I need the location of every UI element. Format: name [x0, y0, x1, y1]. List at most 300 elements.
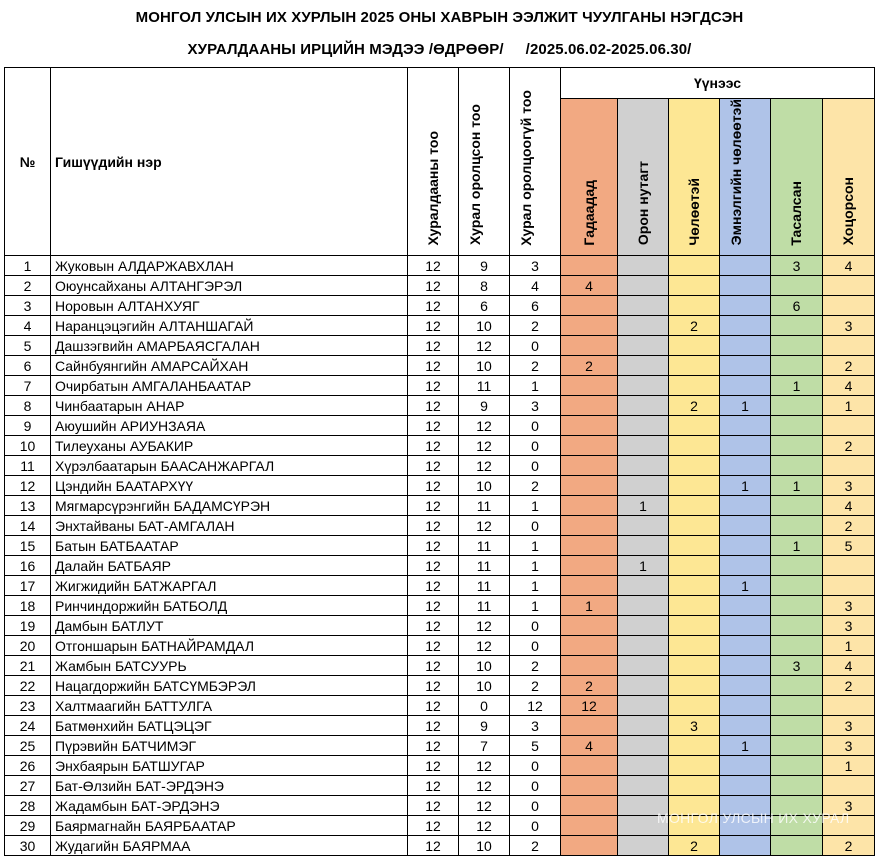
late-count — [823, 276, 875, 296]
absent-count: 3 — [510, 716, 561, 736]
sessions-count: 12 — [408, 256, 459, 276]
absent-count: 0 — [510, 416, 561, 436]
late-count — [823, 696, 875, 716]
attended-count: 10 — [459, 836, 510, 856]
header-no: № — [5, 68, 51, 256]
header-sessions — [408, 68, 459, 256]
row-number: 9 — [5, 416, 51, 436]
member-name: Хүрэлбаатарын БААСАНЖАРГАЛ — [51, 456, 408, 476]
attended-count: 12 — [459, 816, 510, 836]
sick-leave-count — [720, 536, 771, 556]
row-number: 22 — [5, 676, 51, 696]
abroad-count — [561, 516, 618, 536]
abroad-count — [561, 756, 618, 776]
absent-count: 6 — [510, 296, 561, 316]
local-count — [618, 576, 669, 596]
sick-leave-count — [720, 256, 771, 276]
leave-count — [669, 496, 720, 516]
local-count — [618, 256, 669, 276]
table-row — [5, 296, 875, 316]
row-number: 28 — [5, 796, 51, 816]
row-number: 18 — [5, 596, 51, 616]
header-absent-label: Хурал оролцоогүй тоо — [518, 89, 534, 246]
late-count: 4 — [823, 256, 875, 276]
local-count — [618, 776, 669, 796]
local-count — [618, 516, 669, 536]
table-body — [5, 256, 875, 856]
attended-count: 12 — [459, 336, 510, 356]
sessions-count: 12 — [408, 376, 459, 396]
member-name: Ринчиндоржийн БАТБОЛД — [51, 596, 408, 616]
header-missed — [771, 99, 823, 256]
row-number: 7 — [5, 376, 51, 396]
table-row — [5, 736, 875, 756]
attended-count: 8 — [459, 276, 510, 296]
leave-count — [669, 736, 720, 756]
row-number: 21 — [5, 656, 51, 676]
local-count — [618, 316, 669, 336]
attended-count: 7 — [459, 736, 510, 756]
table-row — [5, 676, 875, 696]
local-count — [618, 756, 669, 776]
sick-leave-count — [720, 316, 771, 336]
leave-count — [669, 476, 720, 496]
sick-leave-count: 1 — [720, 576, 771, 596]
sessions-count: 12 — [408, 696, 459, 716]
row-number: 27 — [5, 776, 51, 796]
member-name: Отгоншарын БАТНАЙРАМДАЛ — [51, 636, 408, 656]
local-count — [618, 476, 669, 496]
attended-count: 0 — [459, 696, 510, 716]
sessions-count: 12 — [408, 776, 459, 796]
row-number: 30 — [5, 836, 51, 856]
abroad-count: 4 — [561, 736, 618, 756]
absent-count: 2 — [510, 476, 561, 496]
row-number: 23 — [5, 696, 51, 716]
local-count — [618, 636, 669, 656]
attendance-table — [4, 67, 875, 856]
leave-count — [669, 596, 720, 616]
member-name: Жамбын БАТСУУРЬ — [51, 656, 408, 676]
absent-count: 0 — [510, 616, 561, 636]
sessions-count: 12 — [408, 456, 459, 476]
leave-count — [669, 516, 720, 536]
missed-count — [771, 636, 823, 656]
member-name: Энхтайваны БАТ-АМГАЛАН — [51, 516, 408, 536]
row-number: 17 — [5, 576, 51, 596]
sick-leave-count — [720, 756, 771, 776]
member-name: Баярмагнайн БАЯРБААТАР — [51, 816, 408, 836]
member-name: Жудагийн БАЯРМАА — [51, 836, 408, 856]
missed-count: 6 — [771, 296, 823, 316]
sick-leave-count — [720, 436, 771, 456]
row-number: 10 — [5, 436, 51, 456]
attended-count: 12 — [459, 776, 510, 796]
leave-count — [669, 376, 720, 396]
sessions-count: 12 — [408, 436, 459, 456]
absent-count: 0 — [510, 456, 561, 476]
header-sick-leave — [720, 99, 771, 256]
absent-count: 1 — [510, 576, 561, 596]
member-name: Халтмаагийн БАТТУЛГА — [51, 696, 408, 716]
late-count — [823, 456, 875, 476]
missed-count — [771, 836, 823, 856]
header-row-top — [5, 68, 875, 99]
leave-count — [669, 536, 720, 556]
absent-count: 3 — [510, 256, 561, 276]
table-row — [5, 356, 875, 376]
table-row — [5, 336, 875, 356]
sick-leave-count — [720, 836, 771, 856]
sessions-count: 12 — [408, 816, 459, 836]
abroad-count — [561, 656, 618, 676]
sessions-count: 12 — [408, 476, 459, 496]
row-number: 4 — [5, 316, 51, 336]
table-row — [5, 556, 875, 576]
row-number: 13 — [5, 496, 51, 516]
absent-count: 1 — [510, 556, 561, 576]
table-row — [5, 776, 875, 796]
header-sick-leave-label: Эмнэлгийн чөлөөтэй — [728, 99, 744, 246]
late-count — [823, 776, 875, 796]
absent-count: 0 — [510, 796, 561, 816]
sick-leave-count — [720, 596, 771, 616]
row-number: 26 — [5, 756, 51, 776]
table-row — [5, 616, 875, 636]
late-count — [823, 576, 875, 596]
missed-count — [771, 336, 823, 356]
table-row — [5, 656, 875, 676]
sessions-count: 12 — [408, 496, 459, 516]
missed-count — [771, 736, 823, 756]
abroad-count — [561, 496, 618, 516]
abroad-count — [561, 376, 618, 396]
row-number: 1 — [5, 256, 51, 276]
member-name: Дамбын БАТЛУТ — [51, 616, 408, 636]
missed-count — [771, 516, 823, 536]
header-abroad — [561, 99, 618, 256]
attended-count: 10 — [459, 656, 510, 676]
attended-count: 12 — [459, 756, 510, 776]
local-count — [618, 356, 669, 376]
member-name: Мягмарсүрэнгийн БАДАМСҮРЭН — [51, 496, 408, 516]
missed-count: 1 — [771, 536, 823, 556]
absent-count: 1 — [510, 376, 561, 396]
missed-count — [771, 316, 823, 336]
leave-count — [669, 456, 720, 476]
local-count — [618, 296, 669, 316]
abroad-count — [561, 776, 618, 796]
abroad-count — [561, 436, 618, 456]
attended-count: 12 — [459, 796, 510, 816]
table-row — [5, 576, 875, 596]
abroad-count — [561, 636, 618, 656]
member-name: Пүрэвийн БАТЧИМЭГ — [51, 736, 408, 756]
absent-count: 0 — [510, 756, 561, 776]
absent-count: 2 — [510, 656, 561, 676]
leave-count — [669, 696, 720, 716]
sick-leave-count — [720, 696, 771, 716]
leave-count — [669, 676, 720, 696]
missed-count — [771, 596, 823, 616]
missed-count — [771, 756, 823, 776]
sessions-count: 12 — [408, 736, 459, 756]
missed-count — [771, 616, 823, 636]
abroad-count: 4 — [561, 276, 618, 296]
attended-count: 12 — [459, 616, 510, 636]
member-name: Батын БАТБААТАР — [51, 536, 408, 556]
absent-count: 2 — [510, 836, 561, 856]
missed-count: 1 — [771, 476, 823, 496]
header-reason-group: Үүнээс — [561, 68, 875, 99]
local-count — [618, 596, 669, 616]
sessions-count: 12 — [408, 756, 459, 776]
leave-count — [669, 416, 720, 436]
attended-count: 10 — [459, 316, 510, 336]
abroad-count — [561, 616, 618, 636]
leave-count: 3 — [669, 716, 720, 736]
late-count: 2 — [823, 516, 875, 536]
table-row — [5, 476, 875, 496]
table-row — [5, 456, 875, 476]
member-name: Чинбаатарын АНАР — [51, 396, 408, 416]
member-name: Сайнбуянгийн АМАРСАЙХАН — [51, 356, 408, 376]
table-row — [5, 836, 875, 856]
attended-count: 10 — [459, 676, 510, 696]
abroad-count — [561, 456, 618, 476]
abroad-count — [561, 796, 618, 816]
attended-count: 6 — [459, 296, 510, 316]
late-count: 2 — [823, 676, 875, 696]
late-count: 3 — [823, 736, 875, 756]
table-row — [5, 636, 875, 656]
leave-count: 2 — [669, 316, 720, 336]
table-row — [5, 316, 875, 336]
absent-count: 12 — [510, 696, 561, 716]
member-name: Энхбаярын БАТШУГАР — [51, 756, 408, 776]
sick-leave-count — [720, 616, 771, 636]
missed-count — [771, 496, 823, 516]
attended-count: 12 — [459, 516, 510, 536]
abroad-count: 2 — [561, 356, 618, 376]
row-number: 2 — [5, 276, 51, 296]
leave-count — [669, 636, 720, 656]
abroad-count — [561, 416, 618, 436]
attended-count: 9 — [459, 716, 510, 736]
abroad-count: 2 — [561, 676, 618, 696]
attended-count: 12 — [459, 436, 510, 456]
sessions-count: 12 — [408, 556, 459, 576]
member-name: Батмөнхийн БАТЦЭЦЭГ — [51, 716, 408, 736]
local-count — [618, 396, 669, 416]
sessions-count: 12 — [408, 336, 459, 356]
member-name: Жадамбын БАТ-ЭРДЭНЭ — [51, 796, 408, 816]
absent-count: 0 — [510, 636, 561, 656]
sick-leave-count — [720, 676, 771, 696]
absent-count: 0 — [510, 336, 561, 356]
missed-count — [771, 676, 823, 696]
missed-count — [771, 456, 823, 476]
header-absent — [510, 68, 561, 256]
sessions-count: 12 — [408, 576, 459, 596]
absent-count: 0 — [510, 516, 561, 536]
member-name: Жигжидийн БАТЖАРГАЛ — [51, 576, 408, 596]
abroad-count: 12 — [561, 696, 618, 716]
table-row — [5, 756, 875, 776]
late-count: 1 — [823, 756, 875, 776]
sick-leave-count — [720, 516, 771, 536]
table-row — [5, 516, 875, 536]
report-period: /2025.06.02-2025.06.30/ — [525, 41, 692, 58]
sick-leave-count: 1 — [720, 736, 771, 756]
header-local-label: Орон нутагт — [634, 161, 651, 246]
table-row — [5, 276, 875, 296]
abroad-count — [561, 316, 618, 336]
leave-count — [669, 616, 720, 636]
local-count: 1 — [618, 556, 669, 576]
member-name: Тилеуханы АУБАКИР — [51, 436, 408, 456]
row-number: 16 — [5, 556, 51, 576]
attended-count: 11 — [459, 576, 510, 596]
leave-count — [669, 356, 720, 376]
table-row — [5, 496, 875, 516]
late-count: 3 — [823, 796, 875, 816]
row-number: 15 — [5, 536, 51, 556]
sessions-count: 12 — [408, 416, 459, 436]
sessions-count: 12 — [408, 796, 459, 816]
late-count: 3 — [823, 716, 875, 736]
local-count: 1 — [618, 496, 669, 516]
missed-count — [771, 716, 823, 736]
abroad-count — [561, 816, 618, 836]
watermark-text: МОНГОЛ УЛСЫН ИХ ХУРАЛ — [657, 810, 850, 826]
abroad-count: 1 — [561, 596, 618, 616]
absent-count: 1 — [510, 536, 561, 556]
local-count — [618, 456, 669, 476]
sick-leave-count: 1 — [720, 476, 771, 496]
absent-count: 2 — [510, 356, 561, 376]
local-count — [618, 376, 669, 396]
row-number: 29 — [5, 816, 51, 836]
row-number: 3 — [5, 296, 51, 316]
table-row — [5, 376, 875, 396]
table-row — [5, 436, 875, 456]
header-sick — [669, 99, 720, 256]
row-number: 12 — [5, 476, 51, 496]
late-count: 4 — [823, 496, 875, 516]
member-name: Цэндийн БААТАРХҮҮ — [51, 476, 408, 496]
member-name: Очирбатын АМГАЛАНБААТАР — [51, 376, 408, 396]
attended-count: 11 — [459, 536, 510, 556]
attended-count: 10 — [459, 356, 510, 376]
sick-leave-count — [720, 356, 771, 376]
sick-leave-count — [720, 776, 771, 796]
sessions-count: 12 — [408, 296, 459, 316]
late-count: 2 — [823, 356, 875, 376]
row-number: 6 — [5, 356, 51, 376]
attended-count: 9 — [459, 256, 510, 276]
late-count: 4 — [823, 376, 875, 396]
abroad-count — [561, 716, 618, 736]
sessions-count: 12 — [408, 356, 459, 376]
row-number: 20 — [5, 636, 51, 656]
attended-count: 11 — [459, 556, 510, 576]
late-count: 1 — [823, 636, 875, 656]
local-count — [618, 276, 669, 296]
absent-count: 0 — [510, 816, 561, 836]
member-name: Аюушийн АРИУНЗАЯА — [51, 416, 408, 436]
sessions-count: 12 — [408, 636, 459, 656]
sick-leave-count — [720, 276, 771, 296]
leave-count: 2 — [669, 836, 720, 856]
absent-count: 0 — [510, 776, 561, 796]
leave-count — [669, 576, 720, 596]
abroad-count — [561, 396, 618, 416]
missed-count — [771, 276, 823, 296]
header-late-label: Хоцорсон — [840, 177, 856, 246]
table-row — [5, 716, 875, 736]
header-attended-label: Хурал оролцсон тоо — [467, 104, 483, 246]
member-name: Дашзэгвийн АМАРБАЯСГАЛАН — [51, 336, 408, 356]
late-count: 3 — [823, 616, 875, 636]
local-count — [618, 676, 669, 696]
late-count: 3 — [823, 316, 875, 336]
leave-count — [669, 776, 720, 796]
leave-count — [669, 336, 720, 356]
sick-leave-count — [720, 376, 771, 396]
row-number: 25 — [5, 736, 51, 756]
document-subtitle — [0, 41, 879, 58]
abroad-count — [561, 576, 618, 596]
local-count — [618, 836, 669, 856]
header-sessions-label: Хуралдааны тоо — [424, 130, 441, 246]
sick-leave-count — [720, 716, 771, 736]
late-count — [823, 416, 875, 436]
absent-count: 4 — [510, 276, 561, 296]
sick-leave-count: 1 — [720, 396, 771, 416]
attended-count: 10 — [459, 476, 510, 496]
sessions-count: 12 — [408, 836, 459, 856]
absent-count: 0 — [510, 436, 561, 456]
attended-count: 12 — [459, 456, 510, 476]
leave-count — [669, 756, 720, 776]
missed-count: 1 — [771, 376, 823, 396]
local-count — [618, 656, 669, 676]
member-name: Нацагдоржийн БАТСҮМБЭРЭЛ — [51, 676, 408, 696]
absent-count: 2 — [510, 316, 561, 336]
member-name: Наранцэцэгийн АЛТАНШАГАЙ — [51, 316, 408, 336]
header-member-name: Гишүүдийн нэр — [51, 68, 408, 256]
member-name: Жуковын АЛДАРЖАВХЛАН — [51, 256, 408, 276]
local-count — [618, 696, 669, 716]
row-number: 5 — [5, 336, 51, 356]
local-count — [618, 716, 669, 736]
local-count — [618, 416, 669, 436]
member-name: Норовын АЛТАНХУЯГ — [51, 296, 408, 316]
abroad-count — [561, 296, 618, 316]
late-count — [823, 296, 875, 316]
sick-leave-count — [720, 416, 771, 436]
late-count: 5 — [823, 536, 875, 556]
header-local — [618, 99, 669, 256]
table-row — [5, 696, 875, 716]
late-count — [823, 556, 875, 576]
abroad-count — [561, 556, 618, 576]
attended-count: 9 — [459, 396, 510, 416]
row-number: 8 — [5, 396, 51, 416]
late-count: 2 — [823, 836, 875, 856]
attended-count: 12 — [459, 416, 510, 436]
